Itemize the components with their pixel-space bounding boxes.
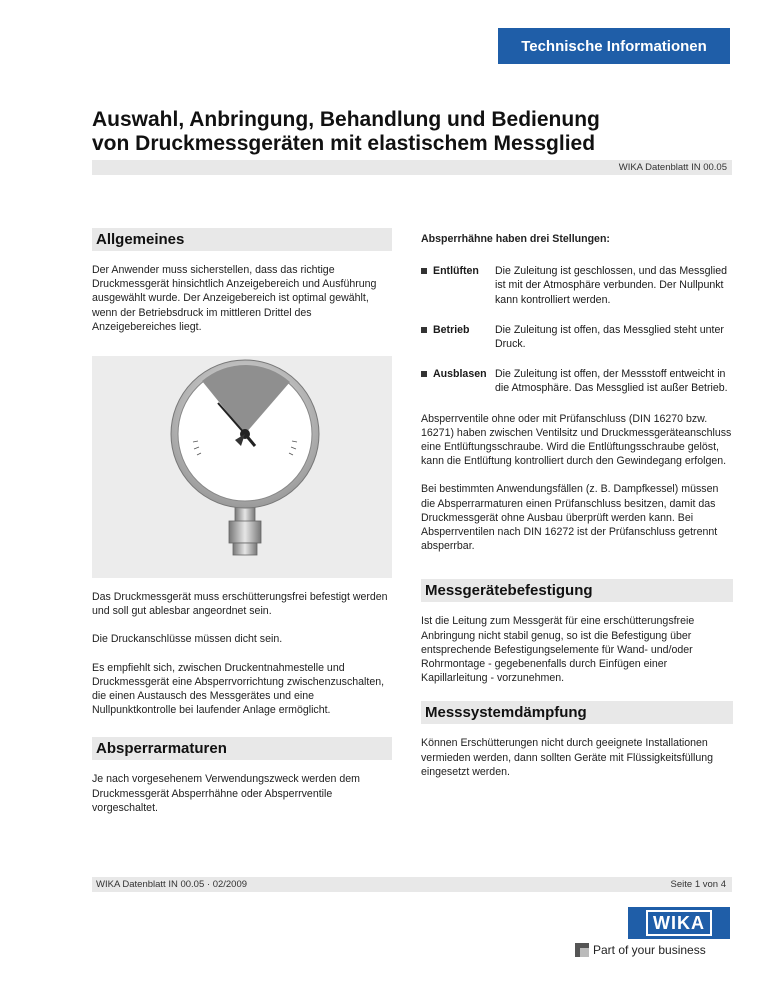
daempfung-paragraph: Können Erschütterungen nicht durch geeignete Installationen vermieden werden, dann sollten Geräte mit Flüssigkeitsfüllung eingesetzt werden. — [421, 737, 714, 778]
tagline — [575, 941, 735, 959]
absperrvorrichtung-paragraph: Es empfiehlt sich, zwischen Druckentnahmestelle und Druckmessgerät eine Absperrvorrichtung zwischenzuschalten, die einen Austausch des Messgerätes und eine Nullpunktkontrolle bei laufender Anlage ermöglicht. — [92, 661, 385, 717]
datasheet-bar — [92, 160, 732, 175]
title-line-1: Auswahl, Anbringung, Behandlung und Bedienung — [92, 108, 600, 131]
dampfkessel-paragraph: Bei bestimmten Anwendungsfällen (z. B. Dampfkessel) müssen die Absperrarmaturen einen Prüfanschluss besitzen, damit das Druckmessgerät ohne Ausbau überprüft werden kann. Bei Absperrventilen nach DIN 16272 ist der Prüfanschluss getrennt absperrbar. — [421, 483, 719, 553]
square-bullet-icon — [421, 371, 427, 377]
option-ausblasen — [421, 367, 733, 395]
option-betrieb — [421, 323, 733, 351]
absperrventile-paragraph: Absperrventile ohne oder mit Prüfanschluss (DIN 16270 bzw. 16271) haben zwischen Ventilsitz und Druckmessgeräteanschluss eine Entlüftungsschraube. Wird die Entlüftungsschraube gelöst, kann die Entlüftung kontrolliert durch den Gewindegang erfolgen. — [421, 412, 732, 468]
option-label: Entlüften — [433, 265, 479, 278]
brand-square-icon — [575, 943, 589, 957]
right-column — [421, 228, 733, 779]
section-heading-allgemeines: Allgemeines — [92, 228, 392, 251]
option-text: Die Zuleitung ist offen, das Messglied steht unter Druck. — [495, 323, 724, 351]
tagline-text: Part of your business — [593, 943, 706, 957]
footer-datasheet: WIKA Datenblatt IN 00.05 · 02/2009 — [96, 879, 248, 890]
section-heading-daempfung: Messsystemdämpfung — [421, 701, 733, 724]
title-line-2: von Druckmessgeräten mit elastischem Messglied — [92, 132, 596, 155]
left-column — [92, 228, 392, 815]
doc-type-banner: Technische Informationen — [498, 28, 730, 64]
square-bullet-icon — [421, 327, 427, 333]
pressure-gauge-illustration — [92, 356, 392, 578]
option-entlueften — [421, 264, 733, 307]
page-number: Seite 1 von 4 — [670, 879, 726, 890]
option-label: Ausblasen — [433, 368, 487, 381]
dicht-paragraph: Die Druckanschlüsse müssen dicht sein. — [92, 633, 283, 646]
section-heading-absperrarmaturen: Absperrarmaturen — [92, 737, 392, 760]
befestigung-paragraph: Ist die Leitung zum Messgerät für eine erschütterungsfreie Anbringung nicht stabil genug, so ist die Befestigung über entsprechende Befestigungselemente für Wand- und/oder Rohrmontage - gegebenenfalls durch Einfügen einer Kapillarleitung - vorzunehmen. — [421, 615, 695, 685]
wika-logo — [628, 907, 730, 939]
stellungen-heading: Absperrhähne haben drei Stellungen: — [421, 233, 610, 245]
datasheet-number: WIKA Datenblatt IN 00.05 — [618, 162, 727, 173]
square-bullet-icon — [421, 268, 427, 274]
pressure-gauge-image — [92, 356, 392, 578]
option-text: Die Zuleitung ist geschlossen, und das Messglied ist mit der Atmosphäre verbunden. Der Nullpunkt kann kontrolliert werden. — [495, 265, 728, 306]
logo-text: WIKA — [646, 910, 712, 936]
option-text: Die Zuleitung ist offen, der Messstoff entweicht in die Atmosphäre. Das Messglied ist außer Betrieb. — [495, 368, 728, 395]
page-title — [92, 108, 732, 156]
footer-bar — [92, 877, 732, 892]
option-label: Betrieb — [433, 323, 470, 336]
section-heading-befestigung: Messgerätebefestigung — [421, 579, 733, 602]
allgemeines-paragraph: Der Anwender muss sicherstellen, dass das richtige Druckmessgerät hinsichtlich Anzeigebereich und Ausführung ausgewählt wurde. Der Anzeigebereich ist optimal gewählt, wenn der Betriebsdruck im mittleren Drittel des Anzeigebereiches liegt. — [92, 264, 377, 333]
befestigt-paragraph: Das Druckmessgerät muss erschütterungsfrei befestigt werden und soll gut ablesbar angeordnet sein. — [92, 591, 388, 618]
absperrarmaturen-paragraph: Je nach vorgesehenem Verwendungszweck werden dem Druckmessgerät Absperrhähne oder Absperrventile vorgeschaltet. — [92, 773, 360, 814]
